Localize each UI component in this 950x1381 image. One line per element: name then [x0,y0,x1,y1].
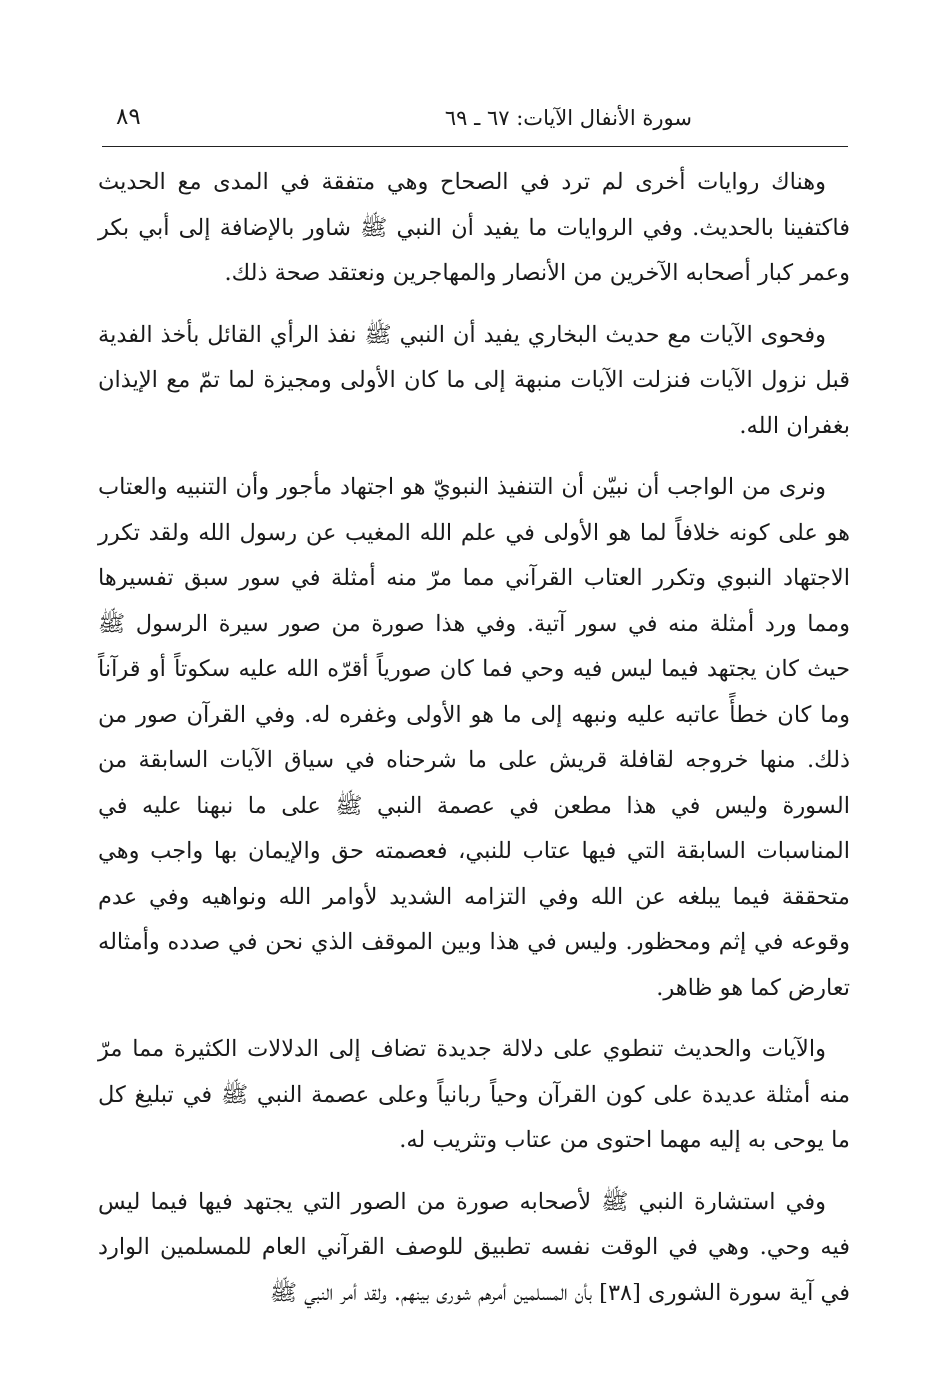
running-title: سورة الأنفال الآيات: ٦٧ ـ ٦٩ [444,106,692,130]
paragraph: ونرى من الواجب أن نبيّن أن التنفيذ النبويّ هو اجتهاد مأجور وأن التنبيه والعتاب هو على كونه خلافاً لما هو الأولى في علم الله المغيب عن رسول الله ولقد تكرر الاجتهاد النبوي وتكرر العتاب القرآني مما مرّ منه أمثلة في سور سبق تفسيرها ومما ورد أمثلة منه في سور آتية. وفي هذا صورة من صور سيرة الرسول ﷺ حيث كان يجتهد فيما ليس فيه وحي فما كان صورياً أقرّه الله عليه سكوتاً أو قرآناً وما كان خطأً عاتبه عليه ونبهه إلى ما هو الأولى وغفره له. وفي القرآن صور من ذلك. منها خروجه لقافلة قريش على ما شرحناه في سياق الآيات السابقة من السورة وليس في هذا مطعن في عصمة النبي ﷺ على ما نبهنا عليه في المناسبات السابقة التي فيها عتاب للنبي، فعصمته حق والإيمان بها واجب وهي متحققة فيما يبلغه عن الله وفي التزامه الشديد لأوامر الله ونواهيه وفي عدم وقوعه في إثم ومحظور. وليس في هذا وبين الموقف الذي نحن في صدده وأمثاله تعارض كما هو ظاهر. [98,474,850,1001]
paragraph: والآيات والحديث تنطوي على دلالة جديدة تضاف إلى الدلالات الكثيرة مما مرّ منه أمثلة عديدة على كون القرآن وحياً ربانياً وعلى عصمة النبي ﷺ في تبليغ كل ما يوحى به إليه مهما احتوى من عتاب وتثريب له. [98,1036,850,1153]
page-header [102,98,848,144]
paragraph: وفحوى الآيات مع حديث البخاري يفيد أن النبي ﷺ نفذ الرأي القائل بأخذ الفدية قبل نزول الآيات فنزلت الآيات منبهة إلى ما كان الأولى ومجيزة لما تمّ مع الإيذان بغفران الله. [98,321,850,439]
body-text [98,160,850,1316]
page-number: ٨٩ [116,104,141,130]
paragraph: وفي استشارة النبي ﷺ لأصحابه صورة من الصور التي يجتهد فيها فيما ليس فيه وحي. وهي في الوقت نفسه تطبيق للوصف القرآني العام للمسلمين الوارد في آية سورة الشورى [٣٨] بأن المسلمين أمرهم شورى بينهم. ولقد أمر النبي ﷺ [98,1188,850,1306]
paragraph: وهناك روايات أخرى لم ترد في الصحاح وهي متفقة في المدى مع الحديث فاكتفينا بالحديث. وفي الروايات ما يفيد أن النبي ﷺ شاور بالإضافة إلى أبي بكر وعمر كبار أصحابه الآخرين من الأنصار والمهاجرين ونعتقد صحة ذلك. [98,169,850,286]
header-divider [102,146,848,147]
